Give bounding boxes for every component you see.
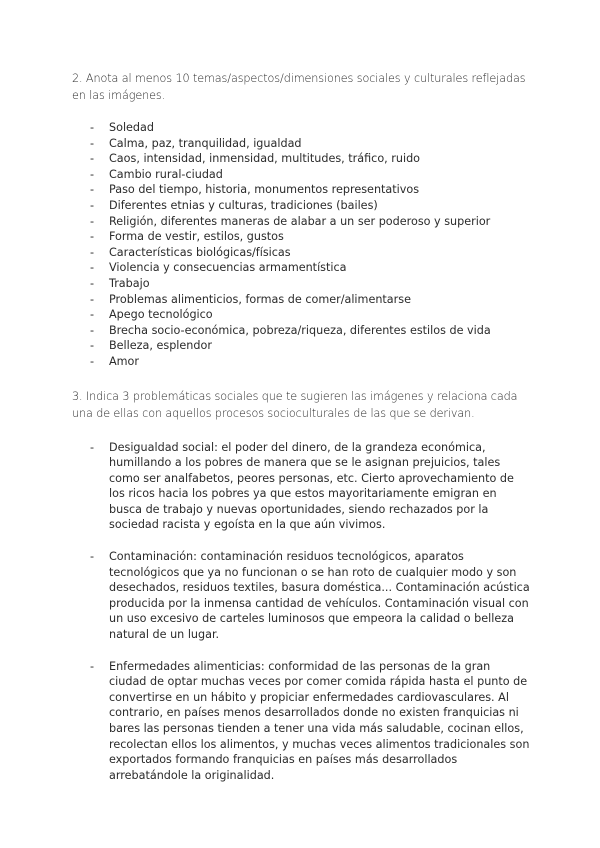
list-item: - Problemas alimenticios, formas de comer/alimentarse <box>72 292 530 308</box>
section-2-list <box>72 120 530 370</box>
list-item: - Forma de vestir, estilos, gustos <box>72 229 530 245</box>
list-item: - Cambio rural-ciudad <box>72 167 530 183</box>
list-item: - Apego tecnológico <box>72 307 530 323</box>
list-item: - Religión, diferentes maneras de alabar a un ser poderoso y superior <box>72 214 530 230</box>
list-item: - Paso del tiempo, historia, monumentos representativos <box>72 182 530 198</box>
section-3-heading: 3. Indica 3 problemáticas sociales que te sugieren las imágenes y relaciona cada una de ellas con aquellos procesos socioculturales de las que se derivan. <box>72 389 518 420</box>
list-item: - Violencia y consecuencias armamentística <box>72 260 530 276</box>
list-item: - Características biológicas/físicas <box>72 245 530 261</box>
list-item: - Caos, intensidad, inmensidad, multitudes, tráfico, ruido <box>72 151 530 167</box>
list-item: - Trabajo <box>72 276 530 292</box>
list-item: - Diferentes etnias y culturas, tradiciones (bailes) <box>72 198 530 214</box>
list-item: - Soledad <box>72 120 530 136</box>
section-2-heading: 2. Anota al menos 10 temas/aspectos/dimensiones sociales y culturales reflejadas en las imágenes. <box>72 72 526 102</box>
problem-inequality: - Desigualdad social: el poder del dinero, de la grandeza económica, humillando a los pobres de manera que se le asignan prejuicios, tales como ser analfabetos, peores personas, etc. Cierto aprovechamiento de los ricos hacia los pobres ya que estos mayoritariamente emigran en busca de trabajo y nuevas oportunidades, siendo rechazados por la sociedad racista y egoísta en la que aún vivimos. <box>72 440 530 534</box>
list-item: - Amor <box>72 354 530 370</box>
list-item: - Brecha socio-económica, pobreza/riqueza, diferentes estilos de vida <box>72 323 530 339</box>
problem-pollution: - Contaminación: contaminación residuos tecnológicos, aparatos tecnológicos que ya no funcionan o se han roto de cualquier modo y son desechados, residuos textiles, basura doméstica... Contaminación acústica producida por la inmensa cantidad de vehículos. Contaminación visual con un uso excesivo de carteles luminosos que empeora la calidad o belleza natural de un lugar. <box>72 549 530 643</box>
section-3-list <box>72 440 530 784</box>
list-item: - Belleza, esplendor <box>72 338 530 354</box>
list-item: - Calma, paz, tranquilidad, igualdad <box>72 136 530 152</box>
problem-food-diseases: - Enfermedades alimenticias: conformidad de las personas de la gran ciudad de optar muchas veces por comer comida rápida hasta el punto de convertirse en un hábito y propiciar enfermedades cardiovasculares. Al contrario, en países menos desarrollados donde no existen franquicias ni bares las personas tienden a tener una vida más saludable, cocinan ellos, recolectan ellos los alimentos, y muchas veces alimentos tradicionales son exportados formando franquicias en países más desarrollados arrebatándole la originalidad. <box>72 659 530 784</box>
